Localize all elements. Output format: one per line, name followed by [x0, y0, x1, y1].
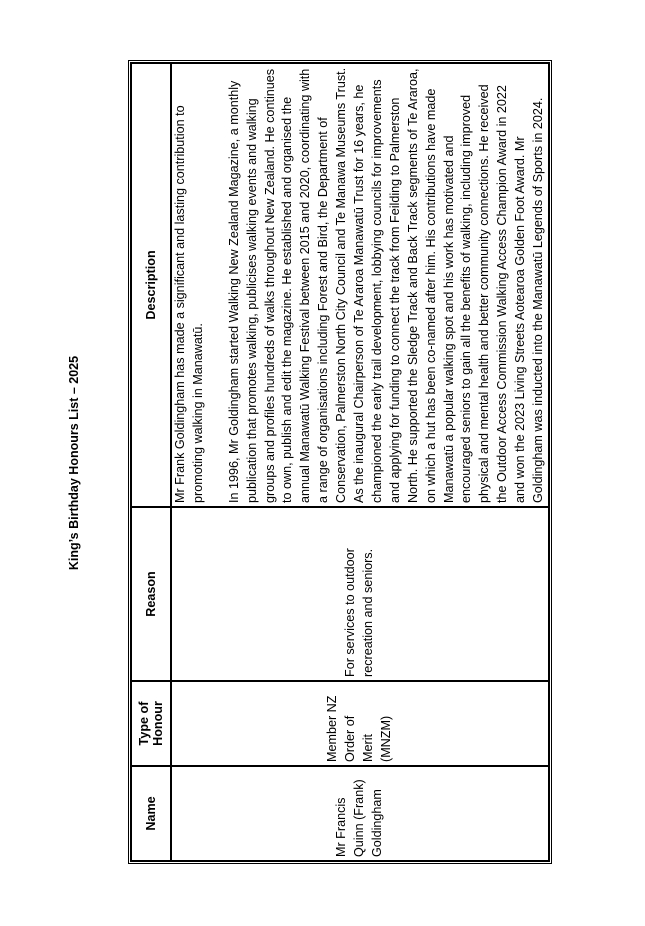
header-name: Name — [131, 766, 171, 861]
table-row — [171, 63, 549, 861]
description-paragraph-2: In 1996, Mr Goldingham started Walking New Zealand Magazine, a monthly publication that promotes walking, publicises walking events and walking groups and profiles hundreds of walks throughout New Zealand. He continues to own, publish and edit the magazine. He established and organised the annual Manawatū Walking Festival between 2015 and 2020, coordinating with a range of organisations including Forest and Bird, the Department of Conservation, Palmerston North City Council and Te Manawa Museums Trust. As the inaugural Chairperson of Te Araroa Manawatū Trust for 16 years, he championed the early trail development, lobbying councils for improvements and applying for funding to connect the track from Feilding to Palmerston North. He supported the Sledge Track and Back Track segments of Te Araroa, on which a hut has been co-named after him. His contributions have made Manawatū a popular walking spot and his work has motivated and encouraged seniors to gain all the benefits of walking, including improved physical and mental health and better community connections. He received the Outdoor Access Commission Walking Access Champion Award in 2022 and won the 2023 Living Streets Aotearoa Golden Foot Award. Mr Goldingham was inducted into the Manawatū Legends of Sports in 2024. — [226, 67, 546, 503]
header-type-of-honour: Type of Honour — [131, 681, 171, 766]
honours-table — [128, 60, 552, 864]
header-reason: Reason — [131, 507, 171, 681]
header-description: Description — [131, 63, 171, 507]
description-paragraph-1: Mr Frank Goldingham has made a significant and lasting contribution to promoting walking in Manawatū. — [173, 105, 205, 503]
cell-reason: For services to outdoor recreation and seniors. — [171, 507, 549, 681]
cell-description — [171, 63, 549, 507]
document-title: King’s Birthday Honours List – 2025 — [67, 355, 81, 571]
cell-name: Mr Francis Quinn (Frank) Goldingham — [171, 766, 549, 861]
table-header-row — [131, 63, 171, 861]
cell-type-of-honour: Member NZ Order of Merit (MNZM) — [171, 681, 549, 766]
